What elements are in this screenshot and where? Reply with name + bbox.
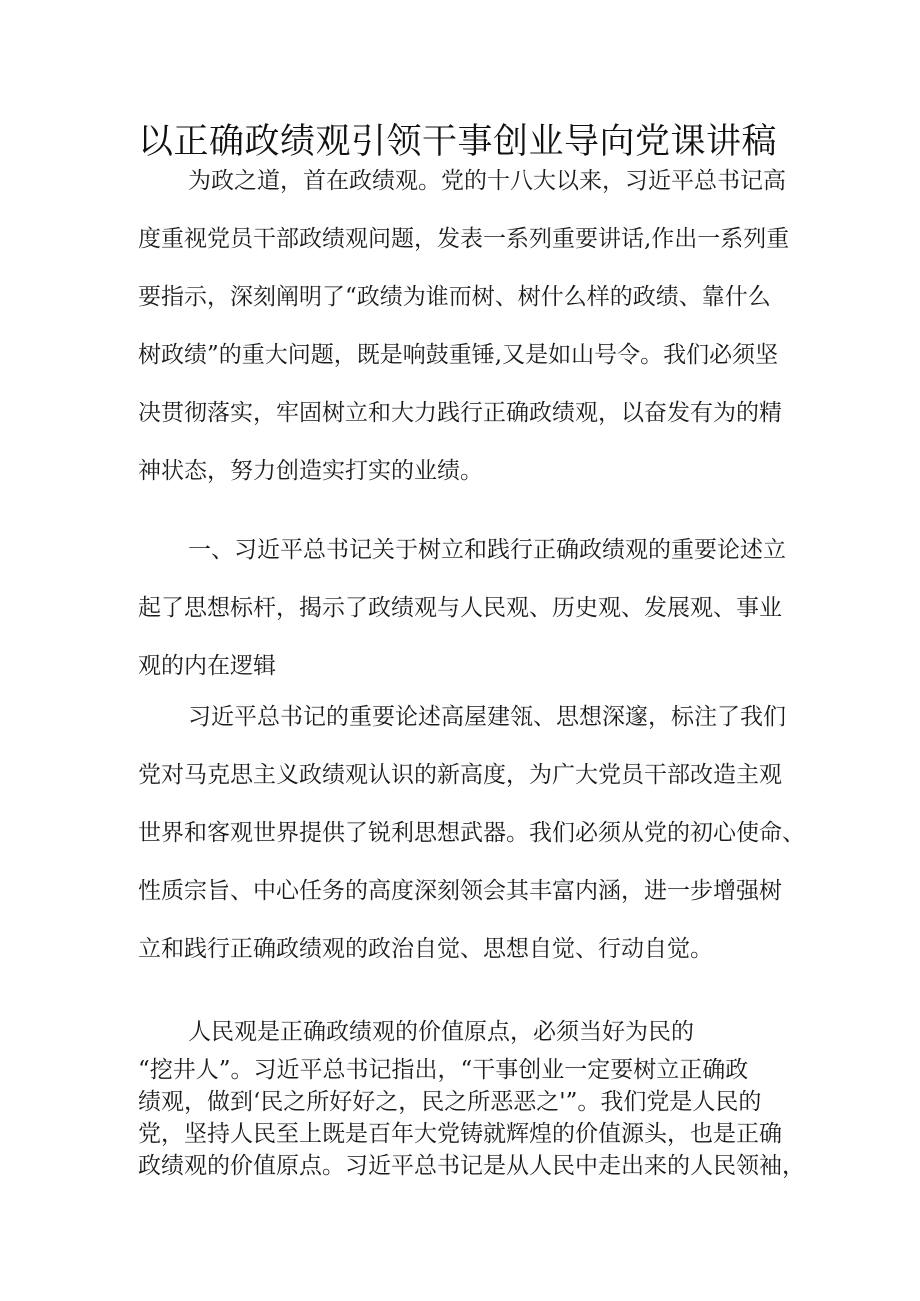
text-line: 度重视党员干部政绩观问题，发表一系列重要讲话,作出一系列重 [138, 226, 790, 252]
text-line: 性质宗旨、中心任务的高度深刻领会其丰富内涵，进一步增强树 [138, 878, 782, 904]
text-line: 一、习近平总书记关于树立和践行正确政绩观的重要论述立 [188, 537, 786, 563]
text-line: 树政绩”的重大问题，既是响鼓重锤,又是如山号令。我们必须坚 [138, 342, 779, 368]
text-line: 世界和客观世界提供了锐利思想武器。我们必须从党的初心使命、 [138, 820, 805, 846]
body-paragraph-4 [138, 1054, 805, 1182]
text-line: 决贯彻落实，牢固树立和大力践行正确政绩观，以奋发有为的精 [138, 400, 782, 426]
body-paragraph-3 [138, 1003, 798, 1061]
section-heading-1 [138, 521, 798, 695]
body-paragraph-2 [138, 688, 805, 978]
text-line: 要指示，深刻阐明了“政绩为谁而树、树什么样的政绩、靠什么 [138, 284, 771, 310]
text-line: 绩观，做到‘民之所好好之，民之所恶恶之'”。我们党是人民的 [138, 1089, 762, 1115]
text-line: 习近平总书记的重要论述高屋建瓴、思想深邃，标注了我们 [188, 704, 786, 730]
text-line: 神状态，努力创造实打实的业绩。 [138, 458, 483, 484]
text-line: 党，坚持人民至上既是百年大党铸就辉煌的价值源头，也是正确 [138, 1121, 782, 1147]
text-line: 立和践行正确政绩观的政治自觉、思想自觉、行动自觉。 [138, 936, 713, 962]
text-line: 为政之道，首在政绩观。党的十八大以来，习近平总书记高 [188, 168, 786, 194]
document-title: 以正确政绩观引领干事创业导向党课讲稿 [138, 122, 778, 162]
intro-paragraph [138, 152, 798, 500]
text-line: 政绩观的价值原点。习近平总书记是从人民中走出来的人民领袖， [138, 1153, 805, 1179]
text-line: “挖井人”。习近平总书记指出，“干事创业一定要树立正确政 [138, 1057, 749, 1083]
text-line: 党对马克思主义政绩观认识的新高度，为广大党员干部改造主观 [138, 762, 782, 788]
text-line: 观的内在逻辑 [138, 653, 276, 679]
text-line: 起了思想标杆，揭示了政绩观与人民观、历史观、发展观、事业 [138, 595, 782, 621]
text-line: 人民观是正确政绩观的价值原点，必须当好为民的 [188, 1019, 694, 1045]
